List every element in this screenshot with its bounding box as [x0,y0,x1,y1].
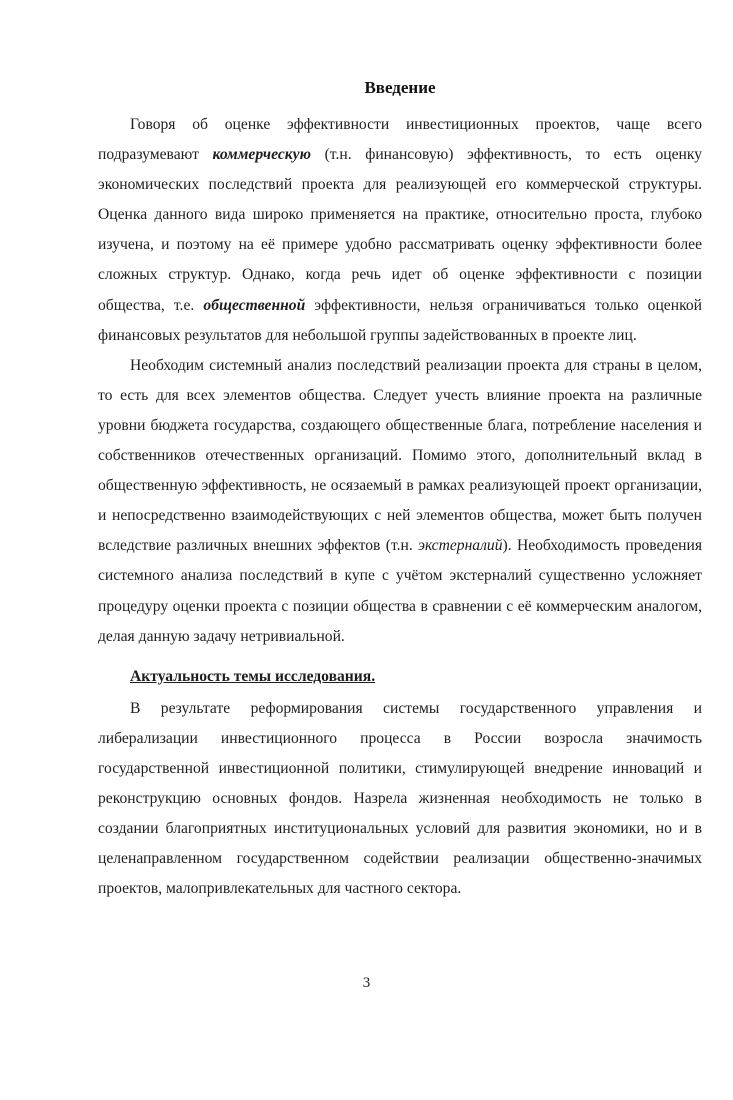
term-externalities: экстерналий [418,537,503,555]
paragraph-intro [98,110,702,351]
paragraph-system-analysis [98,351,702,652]
paragraph-relevance: В результате реформирования системы государственного управления и либерализации инвестиционного процесса в России возросла значимость государственной инвестиционной политики, стимулирующей внедрение инноваций и реконструкцию основных фондов. Назрела жизненная необходимость не только в создании благоприятных институциональных условий для развития экономики, но и в целенаправленном государственном содействии реализации общественно-значимых проектов, малопривлекательных для частного сектора. [98,699,702,898]
term-public: общественной [203,296,306,314]
paragraph-intro-text-1: Говоря об оценке эффективности инвестиционных проектов, чаще всего подразумевают [98,116,702,164]
page-body [98,74,702,904]
page-number: 3 [362,975,371,991]
paragraph-intro-text-2: (т.н. финансовую) эффективность, то есть оценку экономических последствий проекта для реализующей его коммерческой структуры. Оценка данного вида широко применяется на практике, относительно проста, глубоко изучена, и поэтому на её примере удобно рассматривать оценку эффективности более сложных структур. Однако, когда речь идет об оценке эффективности с позиции общества, т.е. [98,146,703,314]
paragraph-system-analysis-text-2: ). Необходимость проведения системного анализа последствий в купе с учётом экстерналий существенно усложняет процедуру оценки проекта с позиции общества в сравнении с её коммерческим аналогом, делая данную задачу нетривиальной. [98,537,702,645]
term-commercial: коммерческую [212,146,311,164]
section-heading: Введение [364,78,436,97]
paragraph-intro-text-3: эффективности, нельзя ограничиваться только оценкой финансовых результатов для небольшой группы задействованных в проекте лиц. [98,296,702,344]
subsection-heading [98,662,702,692]
subsection-heading-text: Актуальность темы исследования. [130,667,376,685]
paragraph-system-analysis-text-1: Необходим системный анализ последствий реализации проекта для страны в целом, то есть для всех элементов общества. Следует учесть влияние проекта на различные уровни бюджета государства, создающего общественные блага, потребление населения и собственников отечественных организаций. Помимо этого, дополнительный вклад в общественную эффективность, не осязаемый в рамках реализующей проект организации, и непосредственно взаимодействующих с ней элементов общества, может быть получен вследствие различных внешних эффектов (т.н. [98,356,702,555]
